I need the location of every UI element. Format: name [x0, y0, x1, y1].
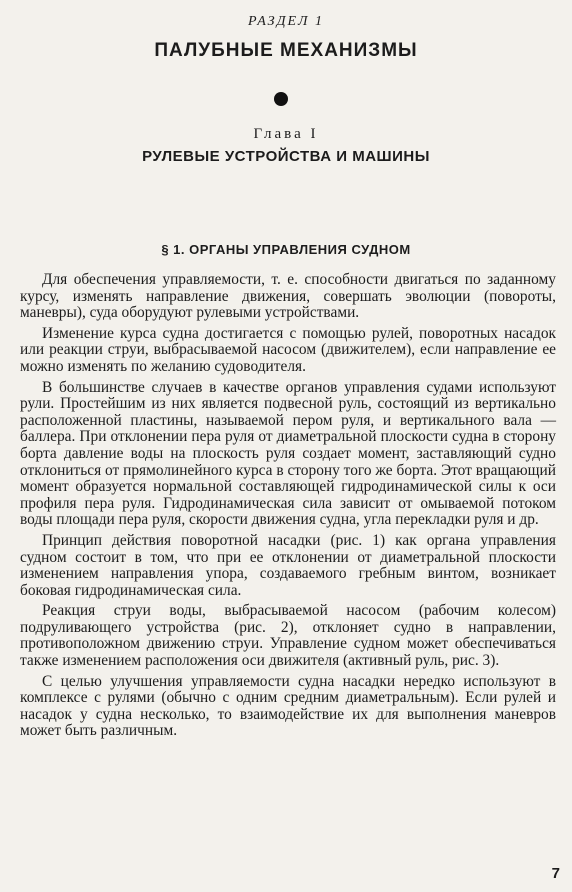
section-label: РАЗДЕЛ 1 — [247, 14, 325, 29]
chapter-label: Глава I — [253, 126, 319, 142]
body-paragraph: С целью улучшения управляемости судна насадки нередко используют в комплексе с рулями (обычно с одним средним диаметральным). Если рулей и насадок у судна несколько, то взаимодействие их для выполнения маневров может быть различным. — [20, 672, 556, 740]
body-paragraph: В большинстве случаев в качестве органов управления судами используют рули. Простейшим из них является подвесной руль, состоящий из вертикально расположенной пластины, называемой пером руля, и вертикального вала — баллера. При отклонении пера руля от диаметральной плоскости судна в сторону борта давление воды на плоскость руля создает момент, заставляющий судно отклониться от прямолинейного курса в сторону того же борта. Этот вращающий момент образуется нормальной составляющей гидродинамической силы к оси профиля пера руля. Гидродинамическая сила зависит от омываемой потоком воды площади пера руля, скорости движения судна, угла перекладки руля и др. — [20, 378, 556, 529]
paragraph-heading: § 1. ОРГАНЫ УПРАВЛЕНИЯ СУДНОМ — [161, 242, 411, 257]
body-text — [20, 272, 556, 744]
chapter-title: РУЛЕВЫЕ УСТРОЙСТВА И МАШИНЫ — [142, 148, 430, 165]
body-paragraph: Для обеспечения управляемости, т. е. способности двигаться по заданному курсу, изменять направление движения, совершать эволюции (повороты, маневры), суда оборудуют рулевыми устройствами. — [20, 271, 556, 322]
part-title: ПАЛУБНЫЕ МЕХАНИЗМЫ — [154, 40, 418, 61]
body-paragraph: Принцип действия поворотной насадки (рис. 1) как органа управления судном состоит в том, что при ее отклонении от диаметральной плоскости изменением направления упора, создаваемого гребным винтом, возникает боковая гидродинамическая сила. — [20, 531, 556, 599]
body-paragraph: Изменение курса судна достигается с помощью рулей, поворотных насадок или реакции струи, выбрасываемой насосом (движителем), если направление ее можно изменять по желанию судоводителя. — [20, 324, 556, 375]
body-paragraph: Реакция струи воды, выбрасываемой насосом (рабочим колесом) подруливающего устройства (рис. 2), отклоняет судно в направлении, противоположном движению струи. Управление судном может обеспечиваться также изменением расположения оси движителя (активный руль, рис. 3). — [20, 602, 556, 670]
decorative-bullet-icon — [274, 92, 288, 106]
page-number: 7 — [551, 865, 560, 882]
